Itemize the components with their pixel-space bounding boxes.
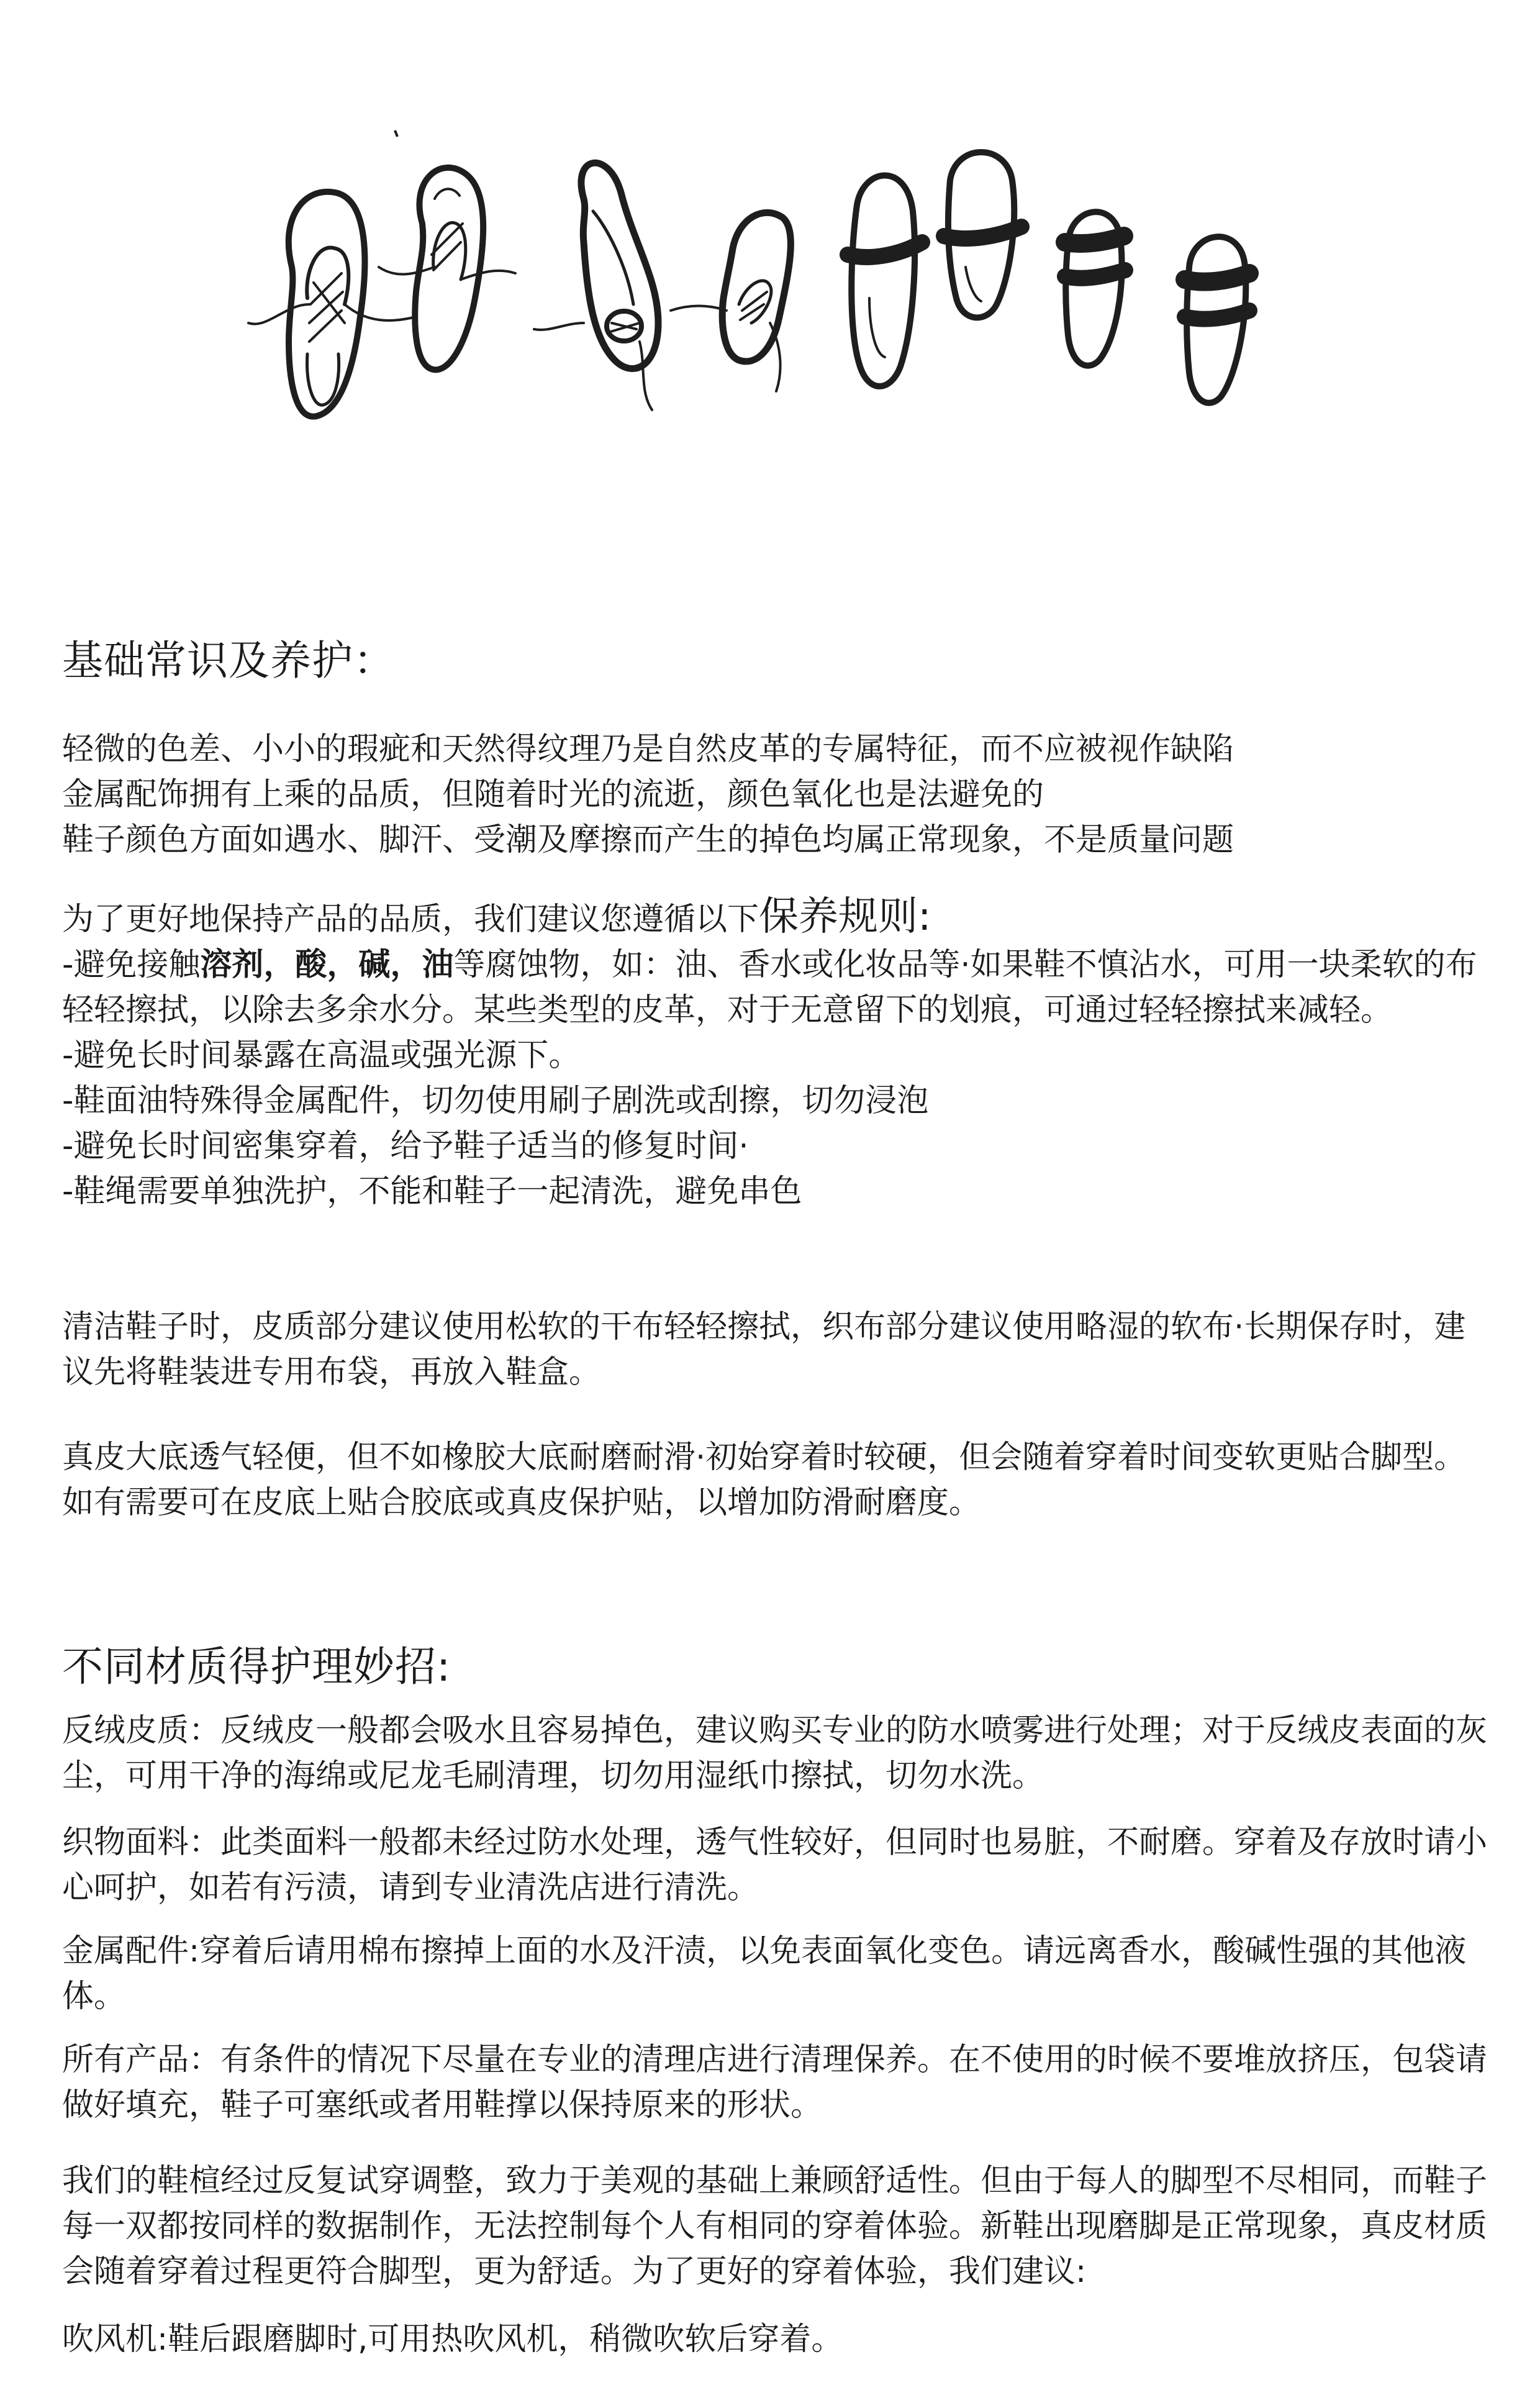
intro-line: 轻微的色差、小小的瑕疵和天然得纹理乃是自然皮革的专属特征，而不应被视作缺陷 [62,731,1234,768]
rules-lead-text: 为了更好地保持产品的品质，我们建议您遵循以下 [62,901,759,938]
metal-paragraph: 金属配件:穿着后请用棉布擦掉上面的水及汗渍，以免表面氧化变色。请远离香水，酸碱性强的其他液体。 [62,1933,1467,2015]
cleaning-paragraph: 清洁鞋子时，皮质部分建议使用松软的干布轻轻擦拭，织布部分建议使用略湿的软布·长期保存时，建议先将鞋装进专用布袋，再放入鞋盒。 [62,1309,1466,1391]
care-rules [62,894,1490,1214]
rule-item: -鞋绳需要单独洗护，不能和鞋子一起清洗，避免串色 [62,1173,802,1210]
intro-line: 鞋子颜色方面如遇水、脚汗、受潮及摩擦而产生的掉色均属正常现象，不是质量问题 [62,822,1234,858]
intro-paragraph [62,727,1490,863]
slide-sandal-icon [848,152,1021,386]
intro-line: 金属配饰拥有上乘的品质，但随着时光的流逝，颜色氧化也是法避免的 [62,776,1044,813]
oxford-shoe-icon [534,163,790,410]
rule-prefix: -避免接触 [62,947,201,983]
all-products-paragraph: 所有产品：有条件的情况下尽量在专业的清理店进行清理保养。在不使用的时候不要堆放挤压，包袋请做好填充，鞋子可塞纸或者用鞋撑以保持原来的形状。 [62,2042,1488,2124]
sole-paragraph: 真皮大底透气轻便，但不如橡胶大底耐磨耐滑·初始穿着时较硬，但会随着穿着时间变软更贴合脚型。如有需要可在皮底上贴合胶底或真皮保护贴，以增加防滑耐磨度。 [62,1439,1466,1521]
rule-rest: 等腐蚀物，如：油、香水或化妆品等·如果鞋不慎沾水，可用一块柔软的布轻轻擦拭，以除去多余水分。某些类型的皮革，对于无意留下的划痕，可通过轻轻擦拭来减轻。 [62,947,1477,1029]
striped-slipper-icon [1065,212,1249,403]
suede-paragraph: 反绒皮质：反绒皮一般都会吸水且容易掉色，建议购买专业的防水喷雾进行处理；对于反绒皮表面的灰尘，可用干净的海绵或尼龙毛刷清理，切勿用湿纸巾擦拭，切勿水洗。 [62,1712,1488,1794]
rule-item-chemicals [62,942,1490,1033]
hairdryer-paragraph: 吹风机:鞋后跟磨脚时,可用热吹风机，稍微吹软后穿着。 [62,2321,843,2358]
section-heading-basics: 基础常识及养护： [62,637,395,684]
rule-item: -鞋面油特殊得金属配件，切勿使用刷子剧洗或刮擦，切勿浸泡 [62,1083,929,1119]
section-heading-materials: 不同材质得护理妙招: [62,1643,451,1691]
fit-paragraph: 我们的鞋楦经过反复试穿调整，致力于美观的基础上兼顾舒适性。但由于每人的脚型不尽相同，而鞋子每一双都按同样的数据制作，无法控制每个人有相同的穿着体验。新鞋出现磨脚是正常现象，真皮材质会随着穿着过程更符合脚型，更为舒适。为了更好的穿着体验，我们建议: [62,2163,1488,2290]
rule-item: -避免长时间密集穿着，给予鞋子适当的修复时间· [62,1128,749,1165]
rule-item: -避免长时间暴露在高温或强光源下。 [62,1037,581,1074]
rule-bold: 溶剂，酸，碱，油 [200,947,454,983]
sneaker-icon [248,168,515,417]
rules-lead-emphasis: 保养规则: [759,894,931,940]
fabric-paragraph: 织物面料：此类面料一般都未经过防水处理，透气性较好，但同时也易脏，不耐磨。穿着及存放时请小心呵护，如若有污渍，请到专业清洗店进行清洗。 [62,1824,1488,1906]
shoes-illustration [236,118,1316,466]
rules-lead [62,894,1490,942]
ink-dot [395,130,397,137]
